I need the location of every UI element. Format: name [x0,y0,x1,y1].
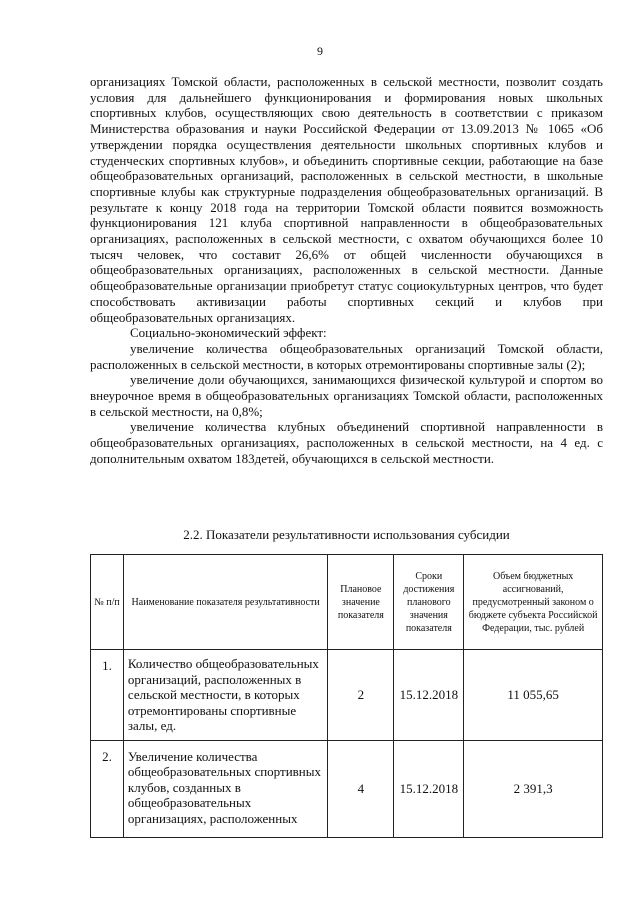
section-heading: 2.2. Показатели результативности использования субсидии [183,527,510,542]
table-row [91,650,603,741]
body-text [90,74,603,467]
row-planned: 2 [328,650,394,741]
table-header-row [91,555,603,650]
row-name: Количество общеобразовательных организаций, расположенных в сельской местности, в которых отремонтированы спортивные залы, ед. [123,650,328,741]
paragraph-effect-title: Социально-экономический эффект: [130,325,327,341]
row-budget: 2 391,3 [464,740,603,837]
page-number: 9 [317,44,323,58]
header-num: № п/п [91,555,124,650]
row-deadline: 15.12.2018 [394,650,464,741]
header-deadline: Сроки достижения планового значения показателя [394,555,464,650]
row-num: 1. [91,650,124,741]
header-planned: Плановое значение показателя [328,555,394,650]
paragraph-effect-item: увеличение доли обучающихся, занимающихся физической культурой и спортом во внеурочное время в общеобразовательных организациях Томской области, расположенных в сельской местности, на 0,8%; [90,372,603,419]
header-name: Наименование показателя результативности [123,555,328,650]
row-planned: 4 [328,740,394,837]
paragraph-effect-item: увеличение количества клубных объединений спортивной направленности в общеобразовательных организациях, расположенных в сельской местности, на 4 ед. с дополнительным охватом 183детей, обучающихся в сельской местности. [90,419,603,466]
indicators-table [90,554,603,838]
paragraph: организациях Томской области, расположенных в сельской местности, позволит создать условия для дальнейшего функционирования и формирования новых школьных спортивных клубов, осуществляющих свою деятельность в соответствии с приказом Министерства образования и науки Российской Федерации от 13.09.2013 № 1065 «Об утверждении порядка осуществления деятельности школьных спортивных клубов и студенческих спортивных клубов», и объединить спортивные секции, работающие на базе общеобразовательных организаций, расположенных в сельской местности, в школьные спортивные клубы как структурные подразделения общеобразовательных организаций. В результате к концу 2018 года на территории Томской области появится возможность функционирования 121 клуба спортивной направленности в общеобразовательных организациях, расположенных в сельской местности, с охватом обучающихся более 10 тысяч человек, что составит 26,6% от общей численности обучающихся в общеобразовательных организациях, расположенных в сельской местности. Данные общеобразовательные организации приобретут статус социокультурных центров, что будет способствовать активизации работы спортивных секций и клубов при общеобразовательных организациях. [90,74,603,325]
row-name: Увеличение количества общеобразовательных спортивных клубов, созданных в общеобразовательных организациях, расположенных [123,740,328,837]
table-row [91,740,603,837]
header-budget: Объем бюджетных ассигнований, предусмотренный законом о бюджете субъекта Российской Федерации, тыс. рублей [464,555,603,650]
paragraph-effect-item: увеличение количества общеобразовательных организаций Томской области, расположенных в сельской местности, в которых отремонтированы спортивные залы (2); [90,340,603,372]
row-deadline: 15.12.2018 [394,740,464,837]
row-num: 2. [91,740,124,837]
row-budget: 11 055,65 [464,650,603,741]
